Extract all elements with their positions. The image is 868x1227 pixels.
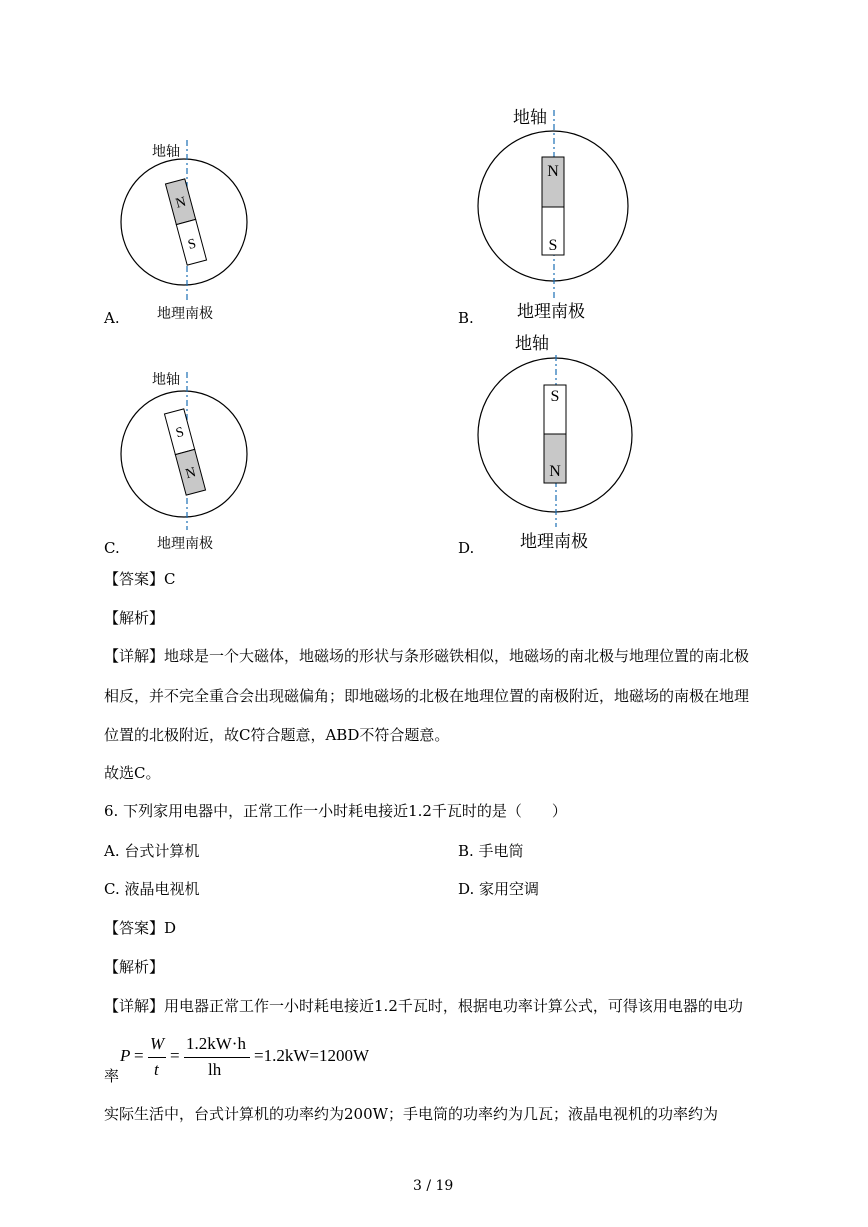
formula-prefix: 率 (104, 1067, 120, 1085)
figure-d (478, 355, 638, 530)
answer-line: 【答案】D (104, 919, 177, 937)
formula-rhs: =1.2kW=1200W (254, 1046, 370, 1065)
option-letter: A. (104, 309, 120, 327)
axis-label: 地轴 (152, 144, 180, 160)
magnet-top-pole: S (550, 388, 560, 405)
option-letter: D. (458, 539, 475, 557)
option-letter: C. (104, 539, 120, 557)
detail-paragraph-line: 【详解】地球是一个大磁体，地磁场的形状与条形磁铁相似，地磁场的南北极与地理位置的南北极 (104, 647, 750, 665)
detail-paragraph-line: 实际生活中，台式计算机的功率约为200W；手电筒的功率约为几瓦；液晶电视机的功率约为 (104, 1105, 719, 1123)
pole-label: 地理南极 (157, 306, 213, 322)
frac-numerator: 1.2kW·h (186, 1034, 246, 1053)
detail-paragraph-line: 【详解】用电器正常工作一小时耗电接近1.2千瓦时，根据电功率计算公式，可得该用电器的电功 (104, 997, 743, 1015)
answer-line: 【答案】C (104, 570, 176, 588)
pole-label: 地理南极 (520, 532, 588, 552)
fraction-energy-over-time (184, 1034, 250, 1080)
axis-label: 地轴 (513, 108, 547, 128)
magnet-top-pole: S (174, 424, 186, 442)
pole-label: 地理南极 (157, 536, 213, 552)
figure-c (120, 372, 260, 542)
formula-eq: = (170, 1046, 180, 1065)
magnet-bottom-pole: N (549, 463, 561, 480)
formula-eq: = (134, 1046, 144, 1065)
fraction-w-over-t (148, 1034, 166, 1080)
magnet-top-pole: N (547, 163, 559, 180)
option-letter: B. (458, 309, 474, 327)
page-number: 3 / 19 (413, 1178, 454, 1194)
figure-b (476, 110, 636, 320)
magnet-bottom-pole: N (183, 465, 198, 483)
axis-label: 地轴 (515, 334, 549, 354)
frac-numerator: W (150, 1034, 165, 1053)
detail-paragraph-line: 位置的北极附近，故C符合题意，ABD不符合题意。 (104, 726, 450, 744)
frac-denominator: t (154, 1060, 159, 1079)
option-d: D. 家用空调 (458, 880, 540, 898)
conclusion-line: 故选C。 (104, 764, 161, 782)
magnet-bottom-pole: S (186, 236, 198, 253)
frac-denominator: lh (208, 1060, 222, 1079)
option-c: C. 液晶电视机 (104, 880, 200, 898)
magnet-top-pole: N (174, 194, 188, 212)
analysis-heading: 【解析】 (104, 958, 165, 976)
detail-paragraph-line: 相反，并不完全重合会出现磁偏角；即地磁场的北极在地理位置的南极附近，地磁场的南极在地理 (104, 687, 750, 705)
magnet-bottom-pole: S (548, 237, 558, 254)
option-a: A. 台式计算机 (104, 842, 200, 860)
axis-label: 地轴 (152, 372, 180, 388)
figure-a (120, 140, 260, 310)
analysis-heading: 【解析】 (104, 609, 165, 627)
option-b: B. 手电筒 (458, 842, 524, 860)
formula-lhs: P (120, 1046, 131, 1065)
power-formula (120, 1034, 420, 1084)
question-6: 6. 下列家用电器中，正常工作一小时耗电接近1.2千瓦时的是（ ） (104, 802, 567, 820)
pole-label: 地理南极 (517, 302, 585, 322)
